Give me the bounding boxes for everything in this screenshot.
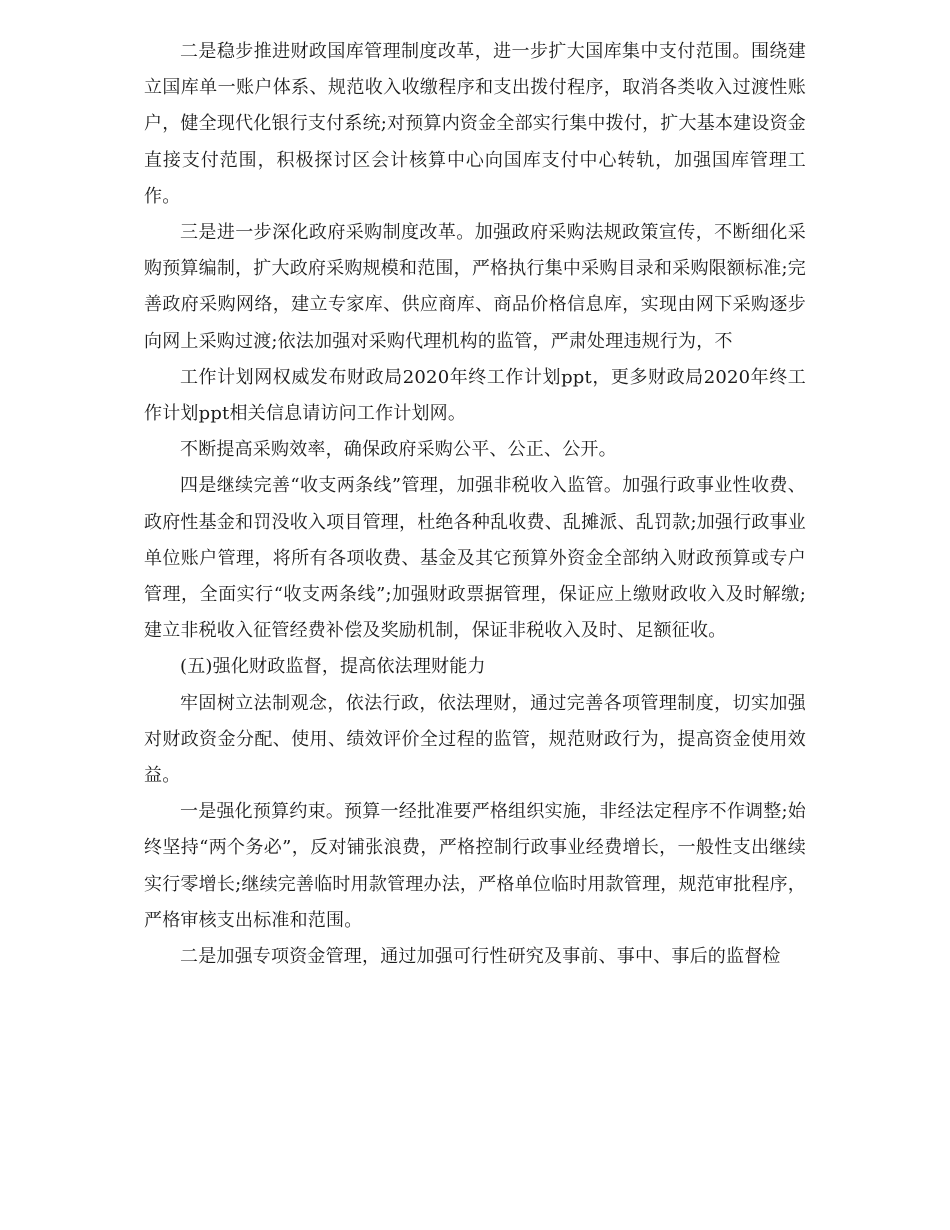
paragraph-source-notice: 工作计划网权威发布财政局2020年终工作计划ppt，更多财政局2020年终工作计划ppt相关信息请访问工作计划网。 bbox=[144, 366, 806, 425]
document-body bbox=[144, 34, 806, 975]
paragraph-treasury-reform: 二是稳步推进财政国库管理制度改革，进一步扩大国库集中支付范围。围绕建立国库单一账户体系、规范收入收缴程序和支出拨付程序，取消各类收入过渡性账户，健全现代化银行支付系统;对预算内资金全部实行集中拨付，扩大基本建设资金直接支付范围，积极探讨区会计核算中心向国库支付中心转轨，加强国库管理工作。 bbox=[144, 41, 806, 207]
paragraph-procurement-reform: 三是进一步深化政府采购制度改革。加强政府采购法规政策宣传，不断细化采购预算编制，扩大政府采购规模和范围，严格执行集中采购目录和采购限额标准;完善政府采购网络，建立专家库、供应商库、商品价格信息库，实现由网下采购逐步向网上采购过渡;依法加强对采购代理机构的监管，严肃处理违规行为，不 bbox=[144, 222, 806, 352]
paragraph-non-tax-revenue: 四是继续完善“收支两条线”管理，加强非税收入监管。加强行政事业性收费、政府性基金和罚没收入项目管理，杜绝各种乱收费、乱摊派、乱罚款;加强行政事业单位账户管理，将所有各项收费、基金及其它预算外资金全部纳入财政预算或专户管理，全面实行“收支两条线”;加强财政票据管理，保证应上缴财政收入及时解缴;建立非税收入征管经费补偿及奖励机制，保证非税收入及时、足额征收。 bbox=[144, 475, 806, 642]
section-heading-fiscal-supervision: (五)强化财政监督，提高依法理财能力 bbox=[180, 656, 486, 678]
paragraph-budget-constraint: 一是强化预算约束。预算一经批准要严格组织实施，非经法定程序不作调整;始终坚持“两个务必”，反对铺张浪费，严格控制行政事业经费增长，一般性支出继续实行零增长;继续完善临时用款管理办法，严格单位临时用款管理，规范审批程序，严格审核支出标准和范围。 bbox=[144, 801, 806, 931]
paragraph-special-funds: 二是加强专项资金管理，通过加强可行性研究及事前、事中、事后的监督检 bbox=[180, 946, 781, 968]
paragraph-procurement-efficiency: 不断提高采购效率，确保政府采购公平、公正、公开。 bbox=[180, 439, 617, 461]
paragraph-legal-finance: 牢固树立法制观念，依法行政，依法理财，通过完善各项管理制度，切实加强对财政资金分配、使用、绩效评价全过程的监管，规范财政行为，提高资金使用效益。 bbox=[144, 692, 806, 787]
